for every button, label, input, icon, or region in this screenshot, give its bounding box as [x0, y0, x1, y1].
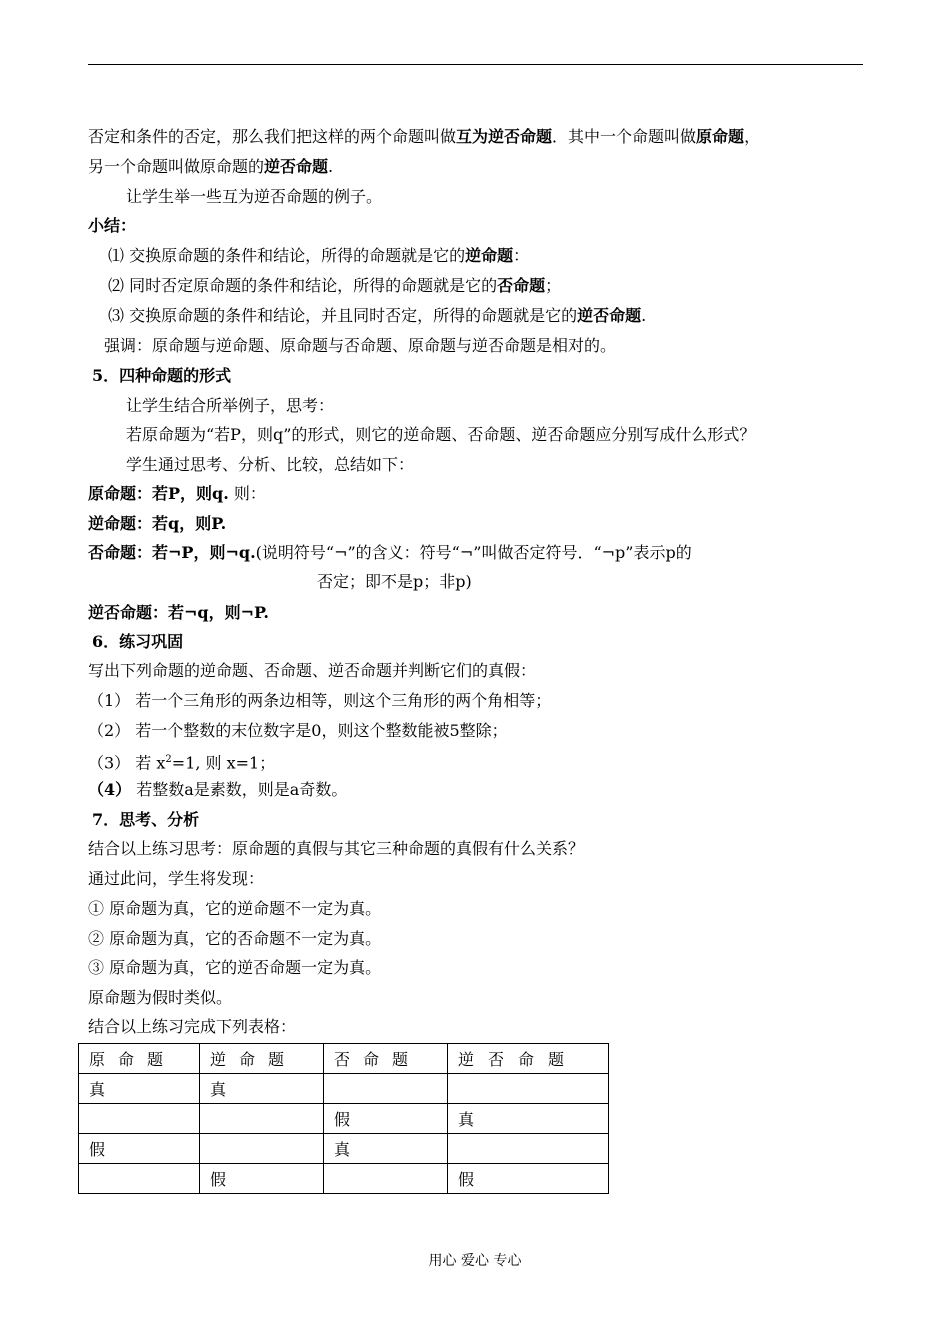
exercise-3 [88, 750, 275, 772]
text: 若一个整数的末位数字是0，则这个整数能被5整除； [135, 721, 508, 740]
summary-item-1 [108, 246, 529, 268]
bold-term: q. [238, 543, 256, 562]
text: ⑶ 交换原命题的条件和结论，并且同时否定，所得的命题就是它的 [108, 306, 578, 325]
bold-term: q，则 [197, 603, 241, 622]
analysis-line-3: ① 原命题为真，它的逆命题不一定为真。 [88, 899, 382, 918]
table-cell [324, 1074, 448, 1104]
bold-term: 原命题 [696, 127, 745, 146]
exercise-number: （3） [88, 753, 131, 773]
table-cell: 真 [79, 1074, 200, 1104]
text: (说明符号“ [255, 543, 335, 562]
exercise-4 [88, 780, 347, 802]
text: ”叫做否定符号．“ [473, 543, 602, 562]
table-cell: 真 [448, 1104, 609, 1134]
negation-symbol: ¬ [240, 603, 255, 622]
text: 若整数a是素数，则是a奇数。 [136, 780, 348, 799]
text: ⑵ 同时否定原命题的条件和结论，所得的命题就是它的 [108, 276, 498, 295]
superscript: 2 [165, 754, 172, 765]
text: =1, 则 x=1； [171, 753, 276, 773]
text: p”表示p的 [615, 543, 692, 562]
section-5-line-3: 学生通过思考、分析、比较，总结如下： [126, 455, 415, 474]
form-inverse [88, 543, 692, 565]
analysis-line-4: ② 原命题为真，它的否命题不一定为真。 [88, 929, 382, 948]
section-7-heading: 7．思考、分析 [92, 810, 200, 829]
negation-symbol: ¬ [334, 543, 348, 562]
analysis-line-2: 通过此问，学生将发现： [88, 869, 265, 888]
table-row [79, 1104, 609, 1134]
table-cell [200, 1104, 324, 1134]
text: 若一个三角形的两条边相等，则这个三角形的两个角相等； [135, 691, 552, 710]
table-cell [324, 1164, 448, 1194]
negation-symbol: ¬ [184, 603, 198, 622]
table-cell: 真 [200, 1074, 324, 1104]
text: . [328, 157, 334, 176]
exercise-1 [88, 691, 551, 713]
exercise-intro: 写出下列命题的逆命题、否命题、逆否命题并判断它们的真假： [88, 661, 537, 680]
form-converse: 逆命题：若q，则P. [88, 514, 227, 533]
text: 否定和条件的否定，那么我们把这样的两个命题叫做 [88, 127, 457, 146]
exercise-number: （2） [88, 721, 131, 740]
paragraph-line-2 [88, 157, 333, 179]
table-row [79, 1164, 609, 1194]
bold-term: P，则 [181, 543, 226, 562]
truth-table [78, 1043, 609, 1194]
text: ： [513, 246, 530, 265]
section-6-heading: 6．练习巩固 [92, 632, 184, 651]
analysis-line-5: ③ 原命题为真，它的逆否命题一定为真。 [88, 958, 382, 977]
exercise-2 [88, 721, 508, 743]
table-header-row [79, 1044, 609, 1074]
bold-term: P. [254, 603, 269, 622]
bold-term: 否命题：若 [88, 543, 169, 562]
text: ”的含义：符号“ [347, 543, 460, 562]
bold-term: 互为逆否命题 [456, 127, 553, 146]
table-header-cell: 原命题 [79, 1044, 200, 1074]
page-footer: 用心 爱心 专心 [428, 1253, 522, 1269]
bold-term: 原命题：若P，则q. [88, 484, 229, 503]
form-original [88, 484, 266, 506]
bold-term: 逆否命题：若 [88, 603, 185, 622]
negation-symbol: ¬ [601, 543, 616, 562]
table-cell [200, 1134, 324, 1164]
text: . [641, 306, 647, 325]
form-inverse-continuation: 否定；即不是p；非p) [317, 572, 472, 591]
paragraph-line-3: 让学生举一些互为逆否命题的例子。 [126, 187, 383, 206]
table-cell: 假 [448, 1164, 609, 1194]
text: 若 x [135, 753, 166, 773]
table-cell [79, 1164, 200, 1194]
text: 则： [233, 484, 266, 503]
paragraph-line-1 [88, 127, 760, 149]
section-5-heading: 5．四种命题的形式 [92, 366, 232, 385]
table-cell: 假 [79, 1134, 200, 1164]
table-header-cell: 否命题 [324, 1044, 448, 1074]
negation-symbol: ¬ [225, 543, 239, 562]
summary-item-2 [108, 276, 561, 298]
negation-symbol: ¬ [168, 543, 182, 562]
section-5-line-1: 让学生结合所举例子，思考： [126, 396, 335, 415]
table-cell [448, 1134, 609, 1164]
analysis-line-7: 结合以上练习完成下列表格： [88, 1017, 297, 1036]
bold-term: 逆否命题 [264, 157, 329, 176]
text: 另一个命题叫做原命题的 [88, 157, 265, 176]
table-cell [79, 1104, 200, 1134]
header-rule [88, 64, 863, 65]
analysis-line-6: 原命题为假时类似。 [88, 988, 233, 1007]
table-cell: 真 [324, 1134, 448, 1164]
text: ， [744, 127, 761, 146]
exercise-number: （1） [88, 691, 131, 710]
table-cell: 假 [324, 1104, 448, 1134]
bold-term: 逆命题 [465, 246, 514, 265]
table-cell: 假 [200, 1164, 324, 1194]
exercise-number: （4） [88, 780, 132, 799]
table-cell [448, 1074, 609, 1104]
table-row [79, 1074, 609, 1104]
text: ； [545, 276, 562, 295]
table-row [79, 1134, 609, 1164]
emphasis-line: 强调：原命题与逆命题、原命题与否命题、原命题与逆否命题是相对的。 [104, 336, 617, 355]
table-header-cell: 逆否命题 [448, 1044, 609, 1074]
form-contrapositive [88, 603, 269, 625]
negation-symbol: ¬ [459, 543, 474, 562]
text: ⑴ 交换原命题的条件和结论，所得的命题就是它的 [108, 246, 466, 265]
summary-title: 小结： [88, 216, 137, 235]
bold-term: 逆否命题 [577, 306, 642, 325]
analysis-line-1: 结合以上练习思考：原命题的真假与其它三种命题的真假有什么关系？ [88, 839, 585, 858]
table-header-cell: 逆命题 [200, 1044, 324, 1074]
summary-item-3 [108, 306, 646, 328]
text: ．其中一个命题叫做 [552, 127, 697, 146]
bold-term: 否命题 [497, 276, 546, 295]
section-5-line-2: 若原命题为“若P，则q”的形式，则它的逆命题、否命题、逆否命题应分别写成什么形式？ [126, 425, 756, 444]
